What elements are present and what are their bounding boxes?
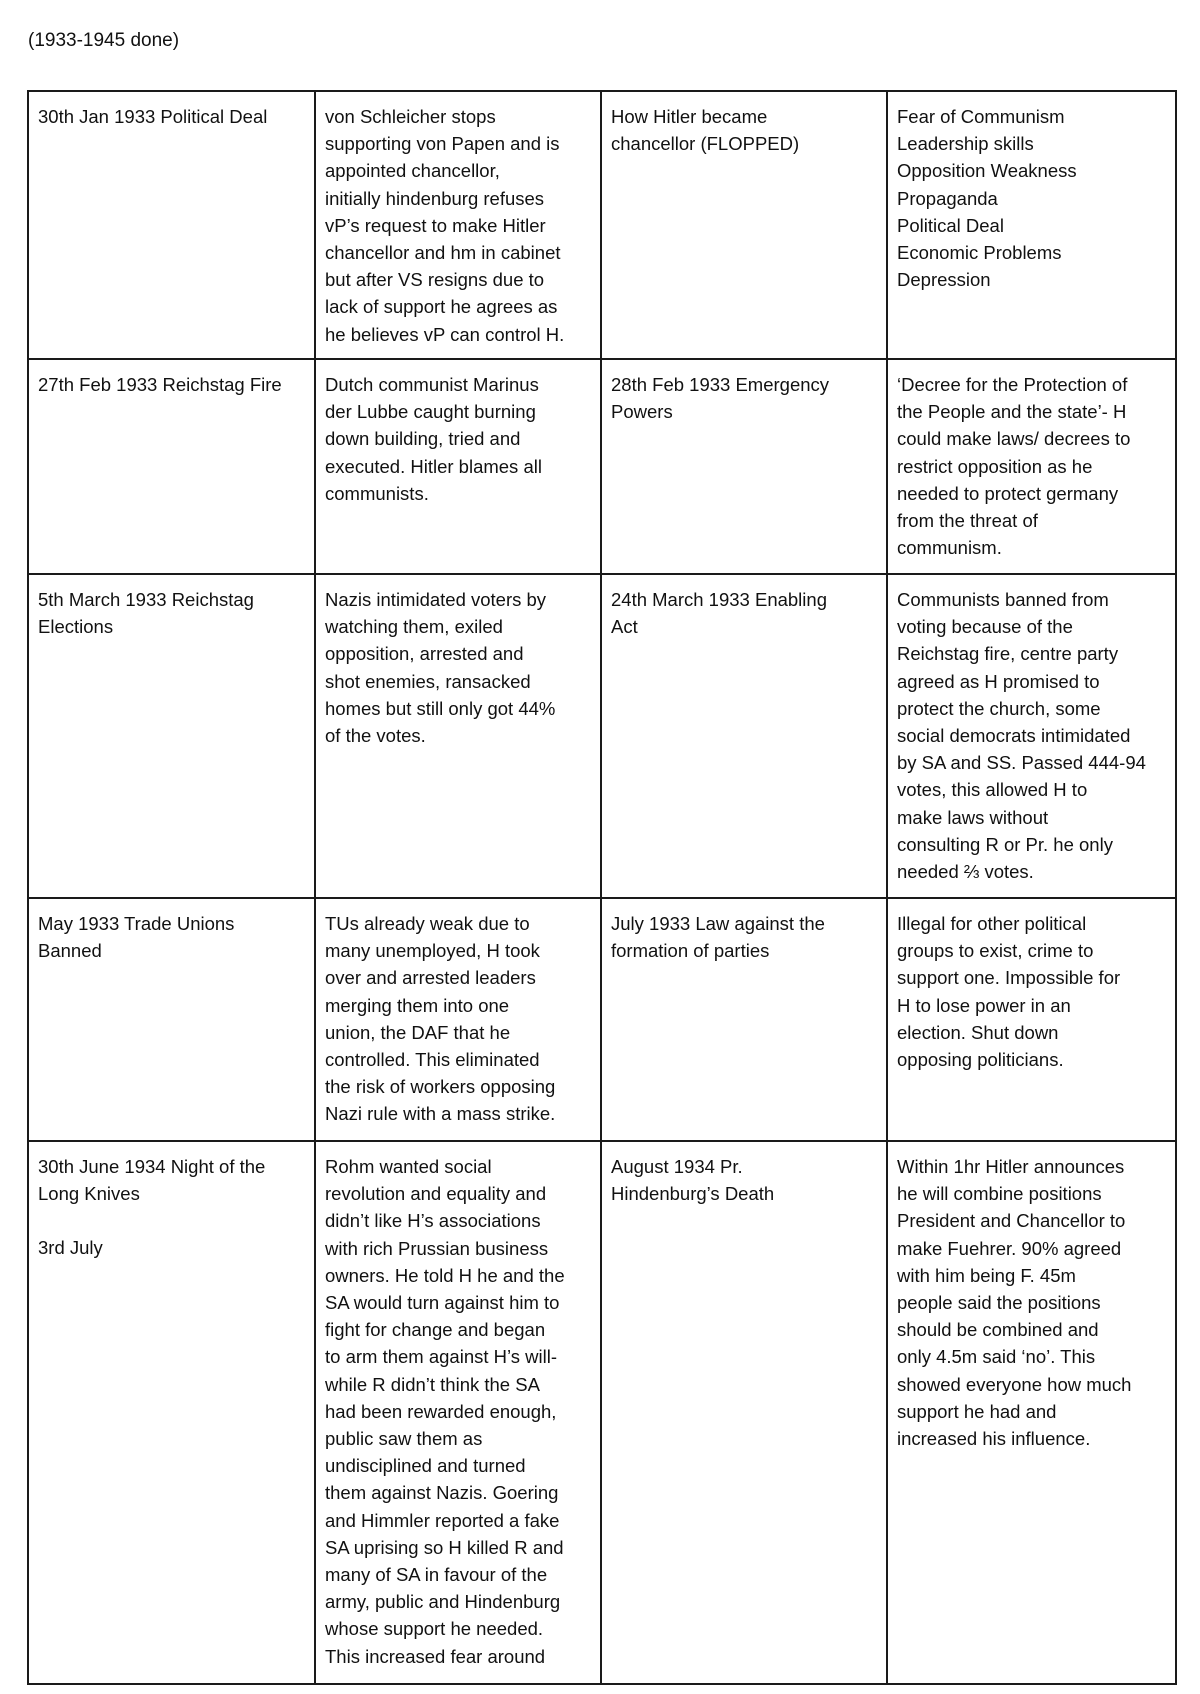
page-header: (1933-1945 done) <box>28 30 180 51</box>
cell-text-line: Propaganda <box>897 187 998 209</box>
cell-text-line: formation of parties <box>611 940 770 962</box>
table-row <box>28 91 1176 359</box>
cell-text-line: watching them, exiled <box>325 616 503 638</box>
cell-text-line: could make laws/ decrees to <box>897 428 1131 450</box>
cell-text-line: public saw them as <box>325 1428 483 1450</box>
cell-text-line: he believes vP can control H. <box>325 323 565 345</box>
cell-text-line: owners. He told H he and the <box>325 1264 565 1286</box>
cell-text-line: support one. Impossible for <box>897 967 1121 989</box>
description-cell <box>315 359 601 574</box>
table-row <box>28 359 1176 574</box>
cell-text-line: only 4.5m said ‘no’. This <box>897 1346 1096 1368</box>
cell-text-line: Illegal for other political <box>897 913 1087 934</box>
event-cell <box>28 574 315 898</box>
cell-text-line: 3rd July <box>38 1237 103 1259</box>
cell-text-line: chancellor (FLOPPED) <box>611 133 800 155</box>
cell-text-line: votes, this allowed H to <box>897 779 1088 801</box>
cell-text-line: Rohm wanted social <box>325 1156 492 1177</box>
cell-text-line: needed to protect germany <box>897 482 1119 504</box>
cell-text-line: Depression <box>897 269 991 291</box>
description-cell <box>887 574 1176 898</box>
cell-text-line: Opposition Weakness <box>897 160 1077 182</box>
event-cell <box>28 898 315 1141</box>
cell-text-line: supporting von Papen and is <box>325 133 560 155</box>
cell-text-line: shot enemies, ransacked <box>325 670 531 692</box>
cell-text-line: chancellor and hm in cabinet <box>325 242 561 264</box>
cell-text-line: Long Knives <box>38 1183 140 1205</box>
cell-text-line: How Hitler became <box>611 106 768 127</box>
cell-text-line: with him being F. 45m <box>897 1264 1076 1286</box>
description-cell <box>887 1141 1176 1684</box>
description-cell <box>315 91 601 359</box>
cell-text-line: communists. <box>325 482 429 504</box>
cell-text-line: the People and the state’- H <box>897 401 1127 423</box>
cell-text-line: Nazi rule with a mass strike. <box>325 1103 556 1125</box>
cell-text-line: Act <box>611 616 638 638</box>
cell-text-line: groups to exist, crime to <box>897 940 1094 962</box>
cell-text-line: initially hindenburg refuses <box>325 187 545 209</box>
cell-text-line: over and arrested leaders <box>325 967 536 989</box>
cell-text-line: while R didn’t think the SA <box>325 1373 540 1395</box>
cell-text-line: of the votes. <box>325 725 426 747</box>
cell-text-line: SA uprising so H killed R and <box>325 1536 564 1558</box>
cell-text-line: but after VS resigns due to <box>325 269 545 291</box>
cell-text-line: July 1933 Law against the <box>611 913 825 934</box>
cell-text-line: the risk of workers opposing <box>325 1076 556 1098</box>
cell-text-line: needed ⅔ votes. <box>897 861 1034 883</box>
cell-text-line: by SA and SS. Passed 444-94 <box>897 752 1146 774</box>
cell-text-line: Leadership skills <box>897 133 1034 155</box>
description-cell <box>887 91 1176 359</box>
cell-text-line: Hindenburg’s Death <box>611 1183 775 1205</box>
description-cell <box>315 1141 601 1684</box>
cell-text-line: H to lose power in an <box>897 994 1071 1016</box>
cell-text-line: August 1934 Pr. <box>611 1156 743 1177</box>
cell-text-line: Political Deal <box>897 214 1004 236</box>
cell-text-line: ‘Decree for the Protection of <box>897 374 1128 395</box>
cell-text-line: many unemployed, H took <box>325 940 540 962</box>
event-cell <box>601 898 887 1141</box>
cell-text-line: President and Chancellor to <box>897 1210 1126 1232</box>
cell-text-line: make laws without <box>897 806 1049 828</box>
cell-text-line: union, the DAF that he <box>325 1021 511 1043</box>
cell-text-line: showed everyone how much <box>897 1373 1132 1395</box>
cell-text-line: social democrats intimidated <box>897 725 1131 747</box>
cell-text-line: he will combine positions <box>897 1183 1102 1205</box>
line-gap <box>38 1207 305 1234</box>
cell-text-line: protect the church, some <box>897 697 1101 719</box>
cell-text-line: from the threat of <box>897 510 1038 532</box>
cell-text-line: increased his influence. <box>897 1428 1091 1450</box>
cell-text-line: merging them into one <box>325 994 510 1016</box>
cell-text-line: with rich Prussian business <box>325 1237 549 1259</box>
cell-text-line: 24th March 1933 Enabling <box>611 589 827 610</box>
description-cell <box>315 574 601 898</box>
cell-text-line: Economic Problems <box>897 242 1062 264</box>
cell-text-line: whose support he needed. <box>325 1618 544 1640</box>
cell-text-line: Nazis intimidated voters by <box>325 589 547 610</box>
event-cell <box>601 359 887 574</box>
cell-text-line: homes but still only got 44% <box>325 697 556 719</box>
table-row <box>28 574 1176 898</box>
cell-text-line: revolution and equality and <box>325 1183 547 1205</box>
cell-text-line: communism. <box>897 537 1002 559</box>
cell-text-line: opposition, arrested and <box>325 643 524 665</box>
cell-text-line: vP’s request to make Hitler <box>325 214 546 236</box>
cell-text-line: May 1933 Trade Unions <box>38 913 235 934</box>
cell-text-line: 28th Feb 1933 Emergency <box>611 374 830 395</box>
cell-text-line: SA would turn against him to <box>325 1292 560 1314</box>
cell-text-line: army, public and Hindenburg <box>325 1591 561 1613</box>
cell-text-line: had been rewarded enough, <box>325 1400 557 1422</box>
cell-text-line: consulting R or Pr. he only <box>897 833 1113 855</box>
cell-text-line: Powers <box>611 401 673 423</box>
cell-text-line: controlled. This eliminated <box>325 1049 540 1071</box>
cell-text-line: Within 1hr Hitler announces <box>897 1156 1125 1177</box>
cell-text-line: TUs already weak due to <box>325 913 530 934</box>
cell-text-line: executed. Hitler blames all <box>325 455 542 477</box>
cell-text-line: Fear of Communism <box>897 106 1065 127</box>
cell-text-line: 5th March 1933 Reichstag <box>38 589 254 610</box>
cell-text-line: fight for change and began <box>325 1319 546 1341</box>
cell-text-line: to arm them against H’s will- <box>325 1346 558 1368</box>
event-cell <box>28 91 315 359</box>
cell-text-line: them against Nazis. Goering <box>325 1482 559 1504</box>
table-row <box>28 898 1176 1141</box>
cell-text-line: and Himmler reported a fake <box>325 1509 560 1531</box>
cell-text-line: make Fuehrer. 90% agreed <box>897 1237 1122 1259</box>
cell-text-line: This increased fear around <box>325 1645 546 1667</box>
cell-text-line: der Lubbe caught burning <box>325 401 536 423</box>
description-cell <box>887 359 1176 574</box>
cell-text-line: people said the positions <box>897 1292 1101 1314</box>
event-cell <box>601 574 887 898</box>
cell-text-line: Reichstag fire, centre party <box>897 643 1119 665</box>
cell-text-line: undisciplined and turned <box>325 1455 526 1477</box>
event-cell <box>28 1141 315 1684</box>
cell-text-line: Banned <box>38 940 102 962</box>
cell-text-line: lack of support he agrees as <box>325 296 558 318</box>
table-row <box>28 1141 1176 1684</box>
cell-text-line: should be combined and <box>897 1319 1099 1341</box>
cell-text-line: 30th Jan 1933 Political Deal <box>38 106 268 127</box>
cell-text-line: Dutch communist Marinus <box>325 374 539 395</box>
cell-text-line: 27th Feb 1933 Reichstag Fire <box>38 374 282 395</box>
description-cell <box>887 898 1176 1141</box>
cell-text-line: von Schleicher stops <box>325 106 496 127</box>
cell-text-line: Communists banned from <box>897 589 1109 610</box>
event-cell <box>601 91 887 359</box>
cell-text-line: election. Shut down <box>897 1021 1059 1043</box>
cell-text-line: opposing politicians. <box>897 1049 1064 1071</box>
cell-text-line: down building, tried and <box>325 428 521 450</box>
cell-text-line: 30th June 1934 Night of the <box>38 1156 266 1177</box>
cell-text-line: support he had and <box>897 1400 1057 1422</box>
cell-text-line: didn’t like H’s associations <box>325 1210 541 1232</box>
cell-text-line: agreed as H promised to <box>897 670 1100 692</box>
cell-text-line: voting because of the <box>897 616 1073 638</box>
cell-text-line: restrict opposition as he <box>897 455 1093 477</box>
cell-text-line: appointed chancellor, <box>325 160 500 182</box>
description-cell <box>315 898 601 1141</box>
event-cell <box>601 1141 887 1684</box>
cell-text-line: many of SA in favour of the <box>325 1564 548 1586</box>
cell-text-line: Elections <box>38 616 114 638</box>
event-cell <box>28 359 315 574</box>
timeline-table <box>27 90 1177 1685</box>
